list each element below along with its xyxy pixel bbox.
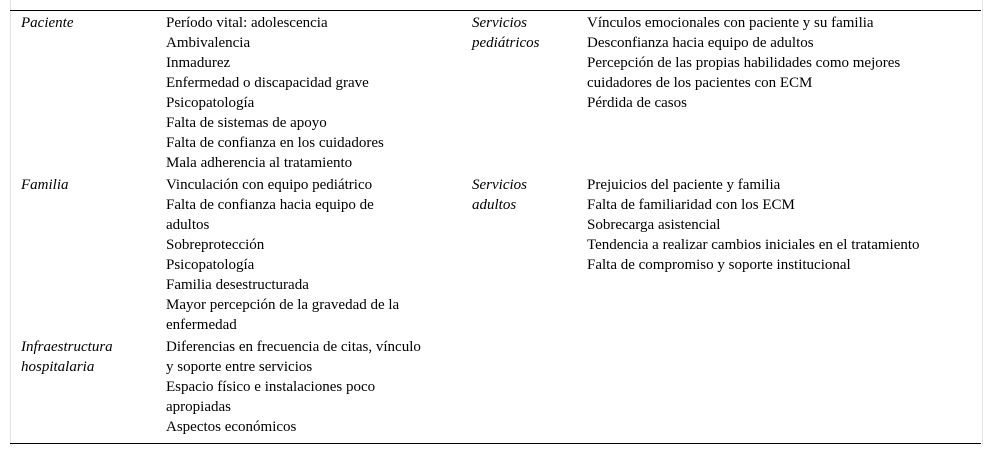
- list-item: Sobrecarga asistencial: [587, 217, 721, 233]
- list-item: Espacio físico e instalaciones poco: [166, 379, 376, 395]
- list-item: Período vital: adolescencia: [166, 15, 328, 31]
- table-bottom-rule: [10, 443, 981, 444]
- category-line: adultos: [472, 197, 517, 213]
- list-item: Mala adherencia al tratamiento: [166, 155, 353, 171]
- category-line: Servicios: [472, 15, 527, 31]
- items-servicios-pediatricos: [587, 13, 900, 113]
- list-item: Falta de sistemas de apoyo: [166, 115, 327, 131]
- list-item: Falta de compromiso y soporte institucional: [587, 257, 851, 273]
- category-line: Infraestructura: [21, 339, 113, 355]
- list-item: apropiadas: [166, 399, 231, 415]
- category-servicios-adultos: [472, 175, 527, 215]
- list-item: Prejuicios del paciente y familia: [587, 177, 781, 193]
- list-item: Pérdida de casos: [587, 95, 687, 111]
- list-item: Inmadurez: [166, 55, 231, 71]
- list-item: Ambivalencia: [166, 35, 251, 51]
- list-item: Tendencia a realizar cambios iniciales en el tratamiento: [587, 237, 920, 253]
- list-item: Vinculación con equipo pediátrico: [166, 177, 373, 193]
- list-item: Enfermedad o discapacidad grave: [166, 75, 369, 91]
- list-item: Percepción de las propias habilidades como mejores: [587, 55, 901, 71]
- list-item: Familia desestructurada: [166, 277, 309, 293]
- list-item: Vínculos emocionales con paciente y su familia: [587, 15, 874, 31]
- list-item: Mayor percepción de la gravedad de la: [166, 297, 400, 313]
- items-servicios-adultos: [587, 175, 920, 275]
- list-item: Falta de confianza en los cuidadores: [166, 135, 384, 151]
- list-item: y soporte entre servicios: [166, 359, 313, 375]
- list-item: Aspectos económicos: [166, 419, 297, 435]
- items-familia: [166, 175, 399, 335]
- list-item: Desconfianza hacia equipo de adultos: [587, 35, 814, 51]
- category-familia: [21, 175, 69, 195]
- list-item: adultos: [166, 217, 210, 233]
- list-item: Falta de familiaridad con los ECM: [587, 197, 795, 213]
- list-item: enfermedad: [166, 317, 237, 333]
- list-item: Psicopatología: [166, 257, 255, 273]
- list-item: Psicopatología: [166, 95, 255, 111]
- category-paciente: [21, 13, 73, 33]
- category-line: Paciente: [21, 15, 74, 31]
- items-infraestructura-hospitalaria: [166, 337, 421, 437]
- list-item: Falta de confianza hacia equipo de: [166, 197, 374, 213]
- table-top-rule: [10, 10, 981, 11]
- list-item: Diferencias en frecuencia de citas, vínculo: [166, 339, 421, 355]
- category-servicios-pediatricos: [472, 13, 540, 53]
- category-line: hospitalaria: [21, 359, 95, 375]
- category-infraestructura-hospitalaria: [21, 337, 113, 377]
- list-item: Sobreprotección: [166, 237, 265, 253]
- category-line: Servicios: [472, 177, 527, 193]
- category-line: pediátricos: [472, 35, 540, 51]
- category-line: Familia: [21, 177, 69, 193]
- items-paciente: [166, 13, 384, 173]
- list-item: cuidadores de los pacientes con ECM: [587, 75, 813, 91]
